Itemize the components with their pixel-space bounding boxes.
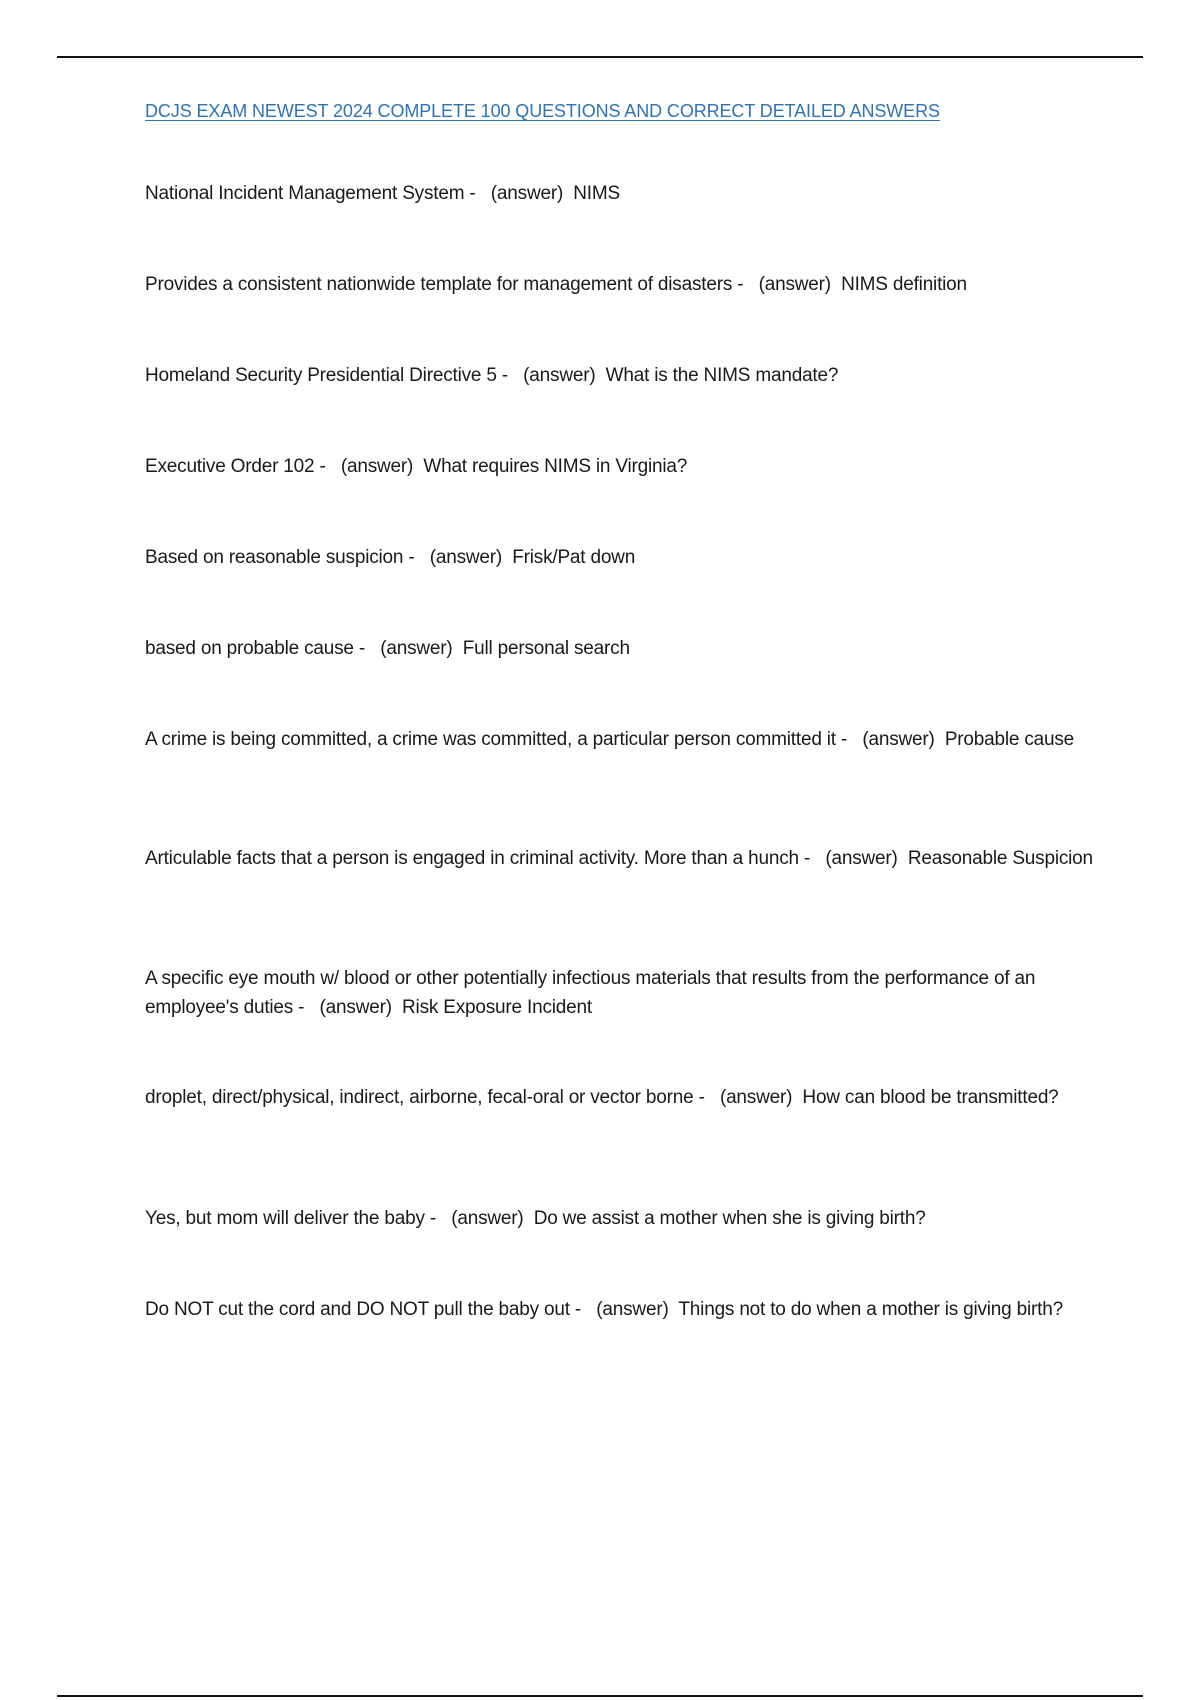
qa-item [145,1296,1095,1325]
qa-prompt: Yes, but mom will deliver the baby [145,1208,425,1229]
qa-prompt: National Incident Management System [145,183,465,204]
qa-separator: - [293,996,320,1018]
qa-item [145,965,1095,1022]
qa-answer: Probable cause [944,729,1075,750]
qa-item [145,726,1095,755]
qa-item [145,180,1095,209]
document-title: DCJS EXAM NEWEST 2024 COMPLETE 100 QUESTIONS AND CORRECT DETAILED ANSWERS [145,101,940,121]
qa-answer: Things not to do when a mother is giving birth? [678,1299,1063,1320]
answer-marker: (answer) [380,638,453,659]
qa-separator: - [798,848,826,869]
answer-marker: (answer) [429,547,503,568]
qa-prompt: Provides a consistent nationwide template for management of disasters [145,274,733,295]
answer-marker: (answer) [862,729,935,750]
qa-answer: NIMS [573,183,620,204]
qa-separator: - [732,274,759,295]
qa-answer: Reasonable Suspicion [907,848,1093,869]
qa-item [145,544,1095,573]
qa-answer: What requires NIMS in Virginia? [423,456,688,477]
qa-item [145,1084,1095,1113]
qa-separator: - [353,638,381,659]
qa-prompt: Based on reasonable suspicion [145,547,404,568]
bottom-rule [57,1695,1143,1697]
answer-marker: (answer) [319,996,392,1018]
qa-prompt: droplet, direct/physical, indirect, airborne, fecal-oral or vector borne [145,1087,694,1108]
answer-marker: (answer) [719,1087,793,1108]
qa-prompt: Executive Order 102 [145,456,315,477]
top-rule [57,56,1143,58]
answer-marker: (answer) [596,1299,669,1320]
answer-marker: (answer) [523,365,596,386]
qa-answer: Frisk/Pat down [512,547,636,568]
qa-prompt: based on probable cause [145,638,354,659]
qa-separator: - [314,456,341,477]
qa-answer: What is the NIMS mandate? [605,365,839,386]
qa-separator: - [424,1208,452,1229]
answer-marker: (answer) [825,848,898,869]
qa-answer: Do we assist a mother when she is giving birth? [533,1208,926,1229]
qa-answer: NIMS definition [841,274,967,295]
qa-separator: - [403,547,430,568]
qa-answer: Full personal search [462,638,630,659]
answer-marker: (answer) [451,1208,524,1229]
answer-marker: (answer) [758,274,831,295]
qa-prompt: Articulable facts that a person is engaged in criminal activity. More than a hunch [145,848,799,869]
answer-marker: (answer) [490,183,564,204]
qa-prompt: A crime is being committed, a crime was committed, a particular person committed it [145,729,836,750]
qa-separator: - [496,365,524,386]
qa-prompt: Homeland Security Presidential Directive 5 [145,365,497,386]
qa-prompt: A specific eye mouth w/ blood or other potentially infectious materials that results from the performance of an employee's duties [145,968,1036,1018]
qa-separator: - [569,1299,597,1320]
document-body [145,98,1095,1320]
qa-prompt: Do NOT cut the cord and DO NOT pull the baby out [145,1299,570,1320]
qa-item [145,453,1095,482]
qa-answer: How can blood be transmitted? [802,1087,1059,1108]
qa-item [145,1205,1095,1234]
qa-answer: Risk Exposure Incident [402,996,592,1018]
qa-item [145,845,1095,874]
answer-marker: (answer) [340,456,414,477]
qa-item [145,635,1095,664]
qa-item [145,271,1095,300]
qa-separator: - [835,729,863,750]
qa-item [145,362,1095,391]
qa-separator: - [464,183,491,204]
qa-separator: - [693,1087,720,1108]
